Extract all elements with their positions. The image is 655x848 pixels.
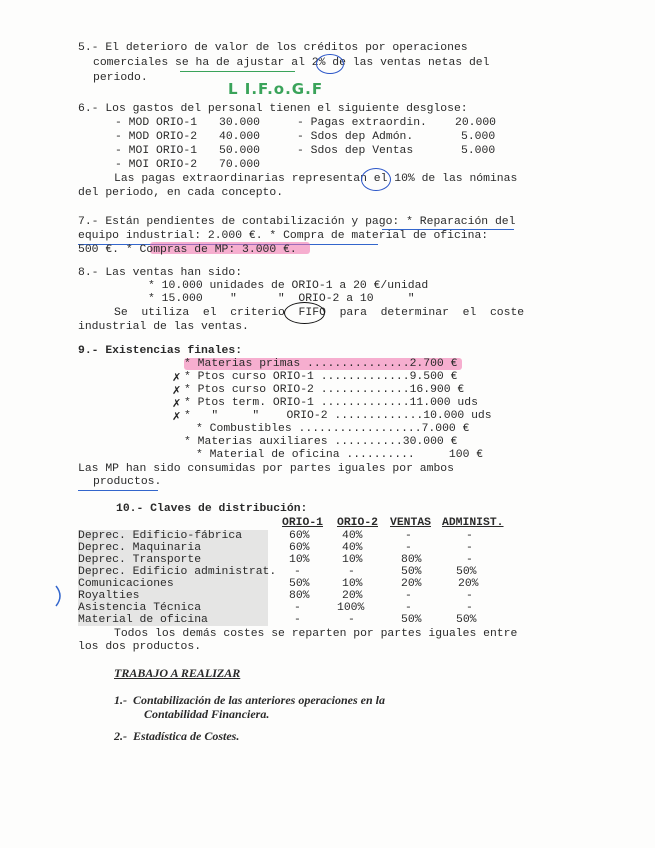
handwritten-note: L I.F.o.G.F bbox=[228, 80, 324, 98]
table-cell: 10% bbox=[342, 578, 363, 590]
s7-line2: equipo industrial: 2.000 €. * Compra de material de oficina: bbox=[78, 230, 489, 242]
s6-row-left-value: 30.000 bbox=[219, 117, 261, 129]
table-cell: - bbox=[466, 590, 473, 602]
s9-item: * Material de oficina .......... 100 € bbox=[196, 449, 484, 461]
table-row-name: Deprec. Edificio-fábrica bbox=[78, 530, 243, 542]
table-cell: 60% bbox=[289, 530, 310, 542]
s9-note1: Las MP han sido consumidas por partes iguales por ambos bbox=[78, 463, 454, 475]
s6-row-left-value: 50.000 bbox=[219, 145, 261, 157]
table-cell: 10% bbox=[289, 554, 310, 566]
s9-item: * Ptos term. ORIO-1 .............11.000 uds bbox=[184, 397, 478, 409]
s5-line1: 5.- El deterioro de valor de los créditos por operaciones bbox=[78, 42, 468, 54]
table-cell: 60% bbox=[289, 542, 310, 554]
s9-item: * Ptos curso ORIO-1 .............9.500 € bbox=[184, 371, 458, 383]
s9-title: 9.- Existencias finales: bbox=[78, 345, 243, 357]
table-cell: - bbox=[405, 602, 412, 614]
table-cell: - bbox=[294, 602, 301, 614]
s9-item: * " " ORIO-2 .............10.000 uds bbox=[184, 410, 492, 422]
s6-row-right: - Sdos dep Admón. bbox=[297, 131, 414, 143]
table-cell: 20% bbox=[342, 590, 363, 602]
s6-row-left: - MOI ORIO-1 bbox=[115, 145, 198, 157]
s6-row-left-value: 70.000 bbox=[219, 159, 261, 171]
table-row-name: Asistencia Técnica bbox=[78, 602, 202, 614]
table-cell: - bbox=[466, 554, 473, 566]
s8-title: 8.- Las ventas han sido: bbox=[78, 267, 243, 279]
s9-note2: productos. bbox=[93, 476, 162, 488]
s6-row-right-value: 5.000 bbox=[461, 145, 496, 157]
black-circle-fifo bbox=[284, 302, 325, 324]
table-cell: - bbox=[405, 590, 412, 602]
table-cell: 50% bbox=[401, 614, 422, 626]
s5-line2: comerciales se ha de ajustar al 2% de las ventas netas del bbox=[93, 57, 490, 69]
margin-bracket-icon bbox=[52, 584, 66, 608]
s6-row-left: - MOI ORIO-2 bbox=[115, 159, 198, 171]
x-mark-icon: ✗ bbox=[172, 397, 182, 410]
table-cell: - bbox=[405, 542, 412, 554]
table-cell: - bbox=[405, 530, 412, 542]
s6-row-right: - Pagas extraordin. bbox=[297, 117, 427, 129]
s9-item: * Ptos curso ORIO-2 .............16.900 € bbox=[184, 384, 465, 396]
task-2: 2.- Estadística de Costes. bbox=[114, 729, 240, 743]
s6-row-right-value: 5.000 bbox=[461, 131, 496, 143]
s7-line3: 500 €. * Compras de MP: 3.000 €. bbox=[78, 244, 297, 256]
table-row-name: Deprec. Maquinaria bbox=[78, 542, 202, 554]
table-cell: - bbox=[294, 614, 301, 626]
col-header-orio1: ORIO-1 bbox=[282, 517, 324, 529]
s10-note2: los dos productos. bbox=[78, 641, 202, 653]
s8-item2: * 15.000 " " ORIO-2 a 10 " bbox=[148, 293, 415, 305]
s7-line1: 7.- Están pendientes de contabilización y pago: * Reparación del bbox=[78, 216, 516, 228]
x-mark-icon: ✗ bbox=[172, 371, 182, 384]
table-cell: - bbox=[466, 602, 473, 614]
s10-title: 10.- Claves de distribución: bbox=[116, 503, 308, 515]
task-1-line1: 1.- Contabilización de las anteriores operaciones en la bbox=[114, 693, 386, 707]
col-header-ventas: VENTAS bbox=[390, 517, 432, 529]
s6-title: 6.- Los gastos del personal tienen el siguiente desglose: bbox=[78, 103, 468, 115]
table-cell: - bbox=[348, 566, 355, 578]
table-cell: 10% bbox=[342, 554, 363, 566]
s6-row-left: - MOD ORIO-2 bbox=[115, 131, 198, 143]
table-cell: - bbox=[466, 542, 473, 554]
table-cell: - bbox=[466, 530, 473, 542]
table-cell: 50% bbox=[401, 566, 422, 578]
blue-underline-9 bbox=[78, 490, 158, 491]
table-cell: 50% bbox=[289, 578, 310, 590]
s8-criterion2: industrial de las ventas. bbox=[78, 321, 249, 333]
col-header-orio2: ORIO-2 bbox=[337, 517, 379, 529]
table-row-name: Deprec. Edificio administrat. bbox=[78, 566, 277, 578]
table-row-name: Comunicaciones bbox=[78, 578, 174, 590]
table-cell: 40% bbox=[342, 530, 363, 542]
table-row-name: Deprec. Transporte bbox=[78, 554, 202, 566]
s9-item: * Combustibles ..................7.000 € bbox=[196, 423, 470, 435]
blue-circle-2pct bbox=[316, 54, 344, 74]
table-cell: 40% bbox=[342, 542, 363, 554]
s8-item1: * 10.000 unidades de ORIO-1 a 20 €/unidad bbox=[148, 280, 429, 292]
table-cell: 50% bbox=[456, 614, 477, 626]
table-cell: 20% bbox=[401, 578, 422, 590]
s5-line3: periodo. bbox=[93, 72, 148, 84]
s6-row-right: - Sdos dep Ventas bbox=[297, 145, 414, 157]
table-cell: 100% bbox=[337, 602, 365, 614]
table-cell: - bbox=[294, 566, 301, 578]
blue-circle-10pct bbox=[361, 168, 391, 191]
table-cell: 50% bbox=[456, 566, 477, 578]
table-row-name: Royalties bbox=[78, 590, 140, 602]
s8-criterion: Se utiliza el criterio FIFO para determinar el coste bbox=[114, 307, 525, 319]
task-1-line2: Contabilidad Financiera. bbox=[144, 707, 270, 721]
s9-item: * Materias auxiliares ..........30.000 € bbox=[184, 436, 458, 448]
trabajo-title: TRABAJO A REALIZAR bbox=[114, 666, 241, 680]
table-row-name: Material de oficina bbox=[78, 614, 208, 626]
blue-underline-7b bbox=[382, 229, 514, 230]
s6-note2: del periodo, en cada concepto. bbox=[78, 187, 284, 199]
table-cell: 80% bbox=[289, 590, 310, 602]
green-underline bbox=[180, 71, 295, 72]
table-cell: 20% bbox=[458, 578, 479, 590]
s9-item: * Materias primas ...............2.700 € bbox=[184, 358, 458, 370]
x-mark-icon: ✗ bbox=[172, 384, 182, 397]
s6-row-left-value: 40.000 bbox=[219, 131, 261, 143]
s10-note1: Todos los demás costes se reparten por partes iguales entre bbox=[114, 628, 518, 640]
x-mark-icon: ✗ bbox=[172, 410, 182, 423]
s6-row-right-value: 20.000 bbox=[455, 117, 497, 129]
s6-row-left: - MOD ORIO-1 bbox=[115, 117, 198, 129]
col-header-administ: ADMINIST. bbox=[442, 517, 504, 529]
s6-note1: Las pagas extraordinarias representan el 10% de las nóminas bbox=[114, 173, 518, 185]
table-cell: - bbox=[348, 614, 355, 626]
table-cell: 80% bbox=[401, 554, 422, 566]
